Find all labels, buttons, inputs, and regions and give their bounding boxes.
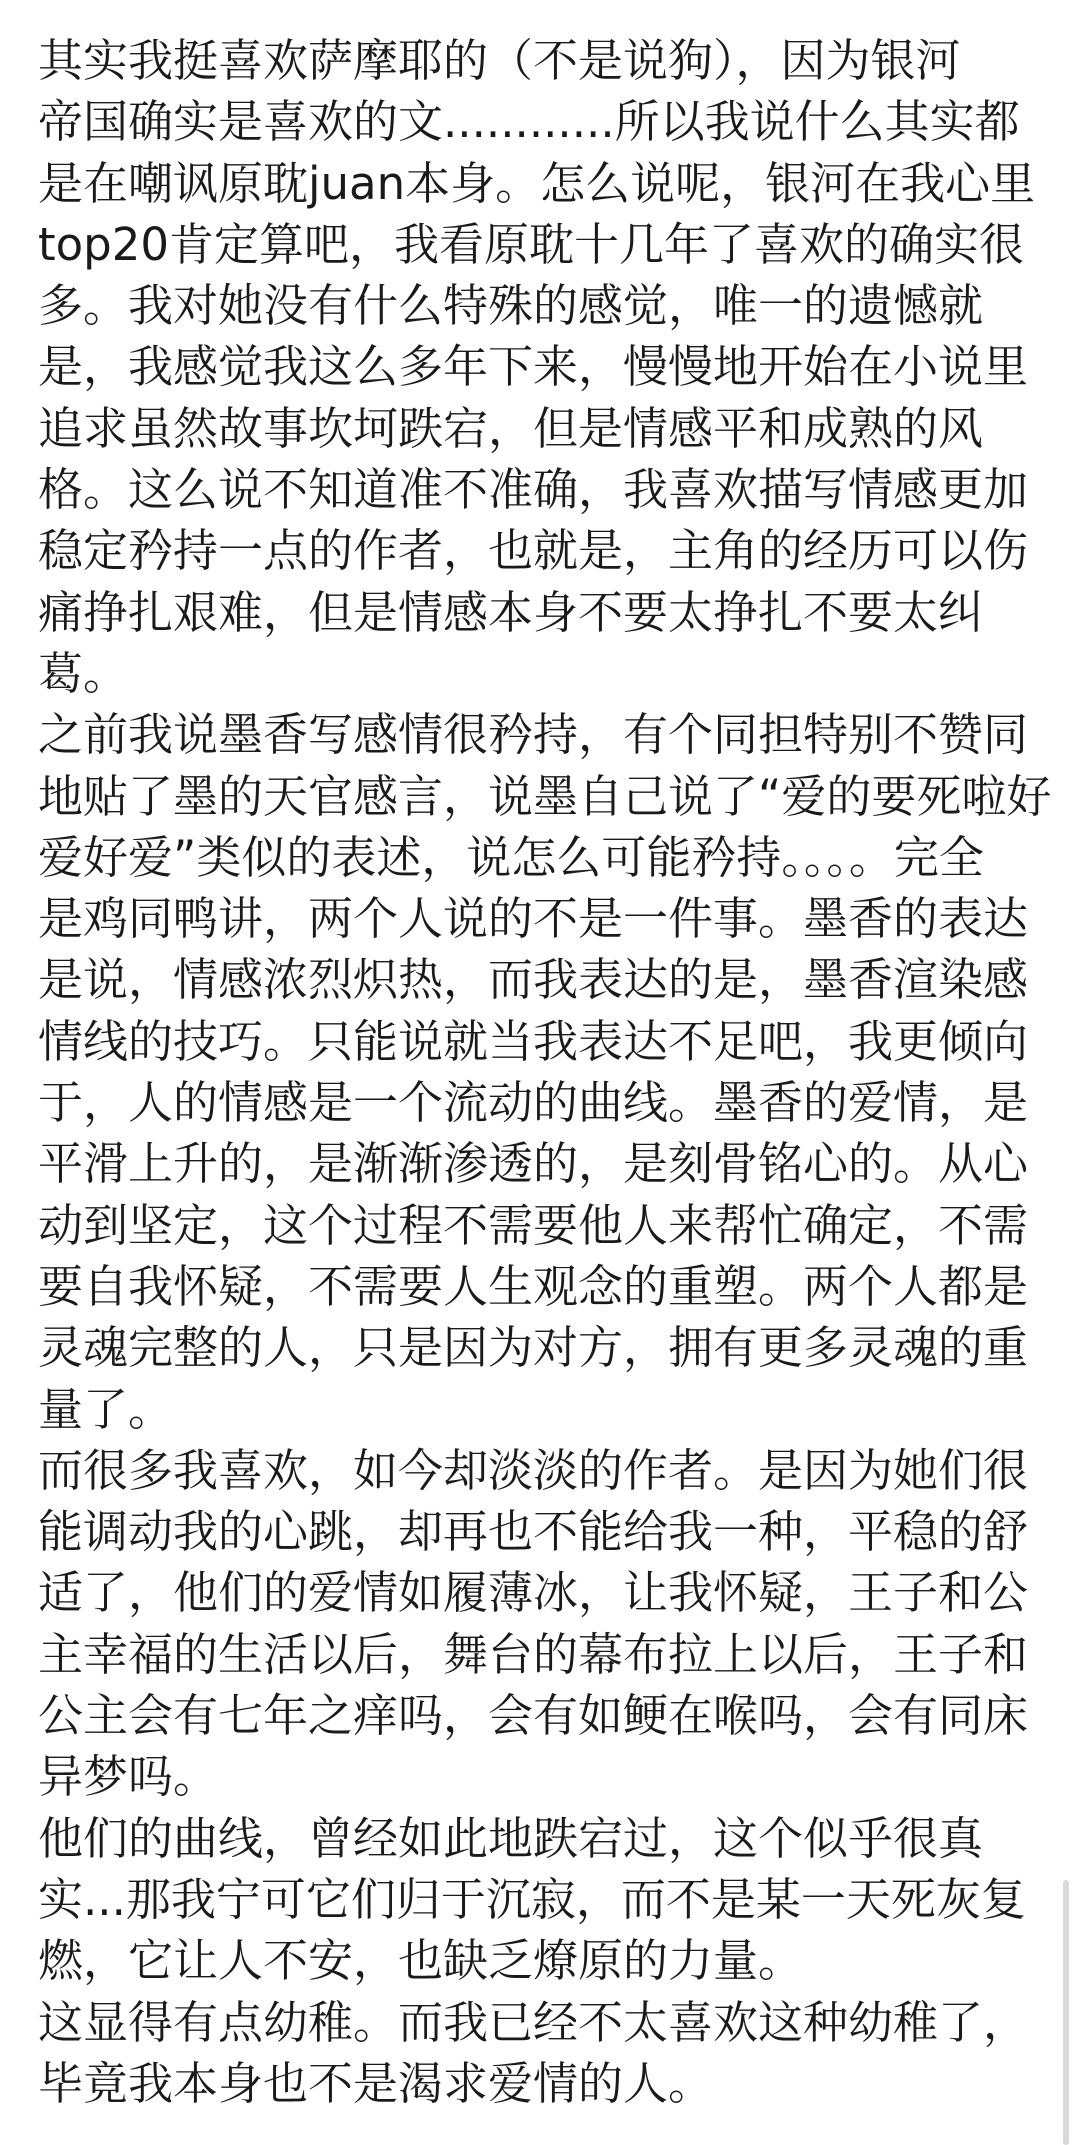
- text-line: top20肯定算吧，我看原耽十几年了喜欢的确实很: [38, 217, 1025, 271]
- text-line: 实...那我宁可它们归于沉寂，而不是某一天死灰复: [38, 1872, 1026, 1926]
- text-line: 格。这么说不知道准不准确，我喜欢描写情感更加: [38, 463, 1029, 517]
- text-line: 而很多我喜欢，如今却淡淡的作者。是因为她们很: [38, 1443, 1029, 1497]
- text-line: 燃，它让人不安，也缺乏燎原的力量。: [38, 1934, 804, 1988]
- post-body: [38, 30, 1052, 2114]
- text-line: 之前我说墨香写感情很矜持，有个同担特别不赞同: [38, 708, 1029, 762]
- text-line: 痛挣扎艰难，但是情感本身不要太挣扎不要太纠: [38, 585, 984, 639]
- text-line: 是鸡同鸭讲，两个人说的不是一件事。墨香的表达: [38, 892, 1029, 946]
- text-line: 葛。: [38, 646, 129, 700]
- text-line: 这显得有点幼稚。而我已经不太喜欢这种幼稚了，: [38, 1995, 1029, 2049]
- text-line: 量了。: [38, 1382, 174, 1436]
- text-line: 公主会有七年之痒吗，会有如鲠在喉吗，会有同床: [38, 1689, 1029, 1743]
- text-line: 主幸福的生活以后，舞台的幕布拉上以后，王子和: [38, 1627, 1029, 1681]
- text-line: 灵魂完整的人，只是因为对方，拥有更多灵魂的重: [38, 1321, 1029, 1375]
- text-line: 能调动我的心跳，却再也不能给我一种，平稳的舒: [38, 1505, 1029, 1559]
- text-line: 是在嘲讽原耽juan本身。怎么说呢，银河在我心里: [38, 156, 1036, 210]
- text-line: 毕竟我本身也不是渴求爱情的人。: [38, 2056, 714, 2110]
- text-line: 多。我对她没有什么特殊的感觉，唯一的遗憾就: [38, 279, 984, 333]
- text-line: 是，我感觉我这么多年下来，慢慢地开始在小说里: [38, 340, 1029, 394]
- text-line: 异梦吗。: [38, 1750, 219, 1804]
- text-line: 追求虽然故事坎坷跌宕，但是情感平和成熟的风: [38, 401, 984, 455]
- text-line: 于，人的情感是一个流动的曲线。墨香的爱情，是: [38, 1076, 1029, 1130]
- text-line: 他们的曲线，曾经如此地跌宕过，这个似乎很真: [38, 1811, 984, 1865]
- text-line: 是说，情感浓烈炽热，而我表达的是，墨香渲染感: [38, 953, 1029, 1007]
- text-line: 爱好爱”类似的表述，说怎么可能矜持。。。。完全: [38, 830, 984, 884]
- vertical-scrollbar[interactable]: [1063, 1880, 1069, 2145]
- text-line: 情线的技巧。只能说就当我表达不足吧，我更倾向: [38, 1014, 1029, 1068]
- text-line: 要自我怀疑，不需要人生观念的重塑。两个人都是: [38, 1259, 1029, 1313]
- text-line: 平滑上升的，是渐渐渗透的，是刻骨铭心的。从心: [38, 1137, 1029, 1191]
- text-line: 适了，他们的爱情如履薄冰，让我怀疑，王子和公: [38, 1566, 1029, 1620]
- text-line: 其实我挺喜欢萨摩耶的（不是说狗），因为银河: [38, 34, 961, 87]
- text-line: 地贴了墨的天官感言，说墨自己说了“爱的要死啦好: [38, 769, 1052, 823]
- text-line: 动到坚定，这个过程不需要他人来帮忙确定，不需: [38, 1198, 1029, 1252]
- text-line: 稳定矜持一点的作者，也就是，主角的经历可以伤: [38, 524, 1029, 578]
- text-line: 帝国确实是喜欢的文............所以我说什么其实都: [38, 95, 1020, 149]
